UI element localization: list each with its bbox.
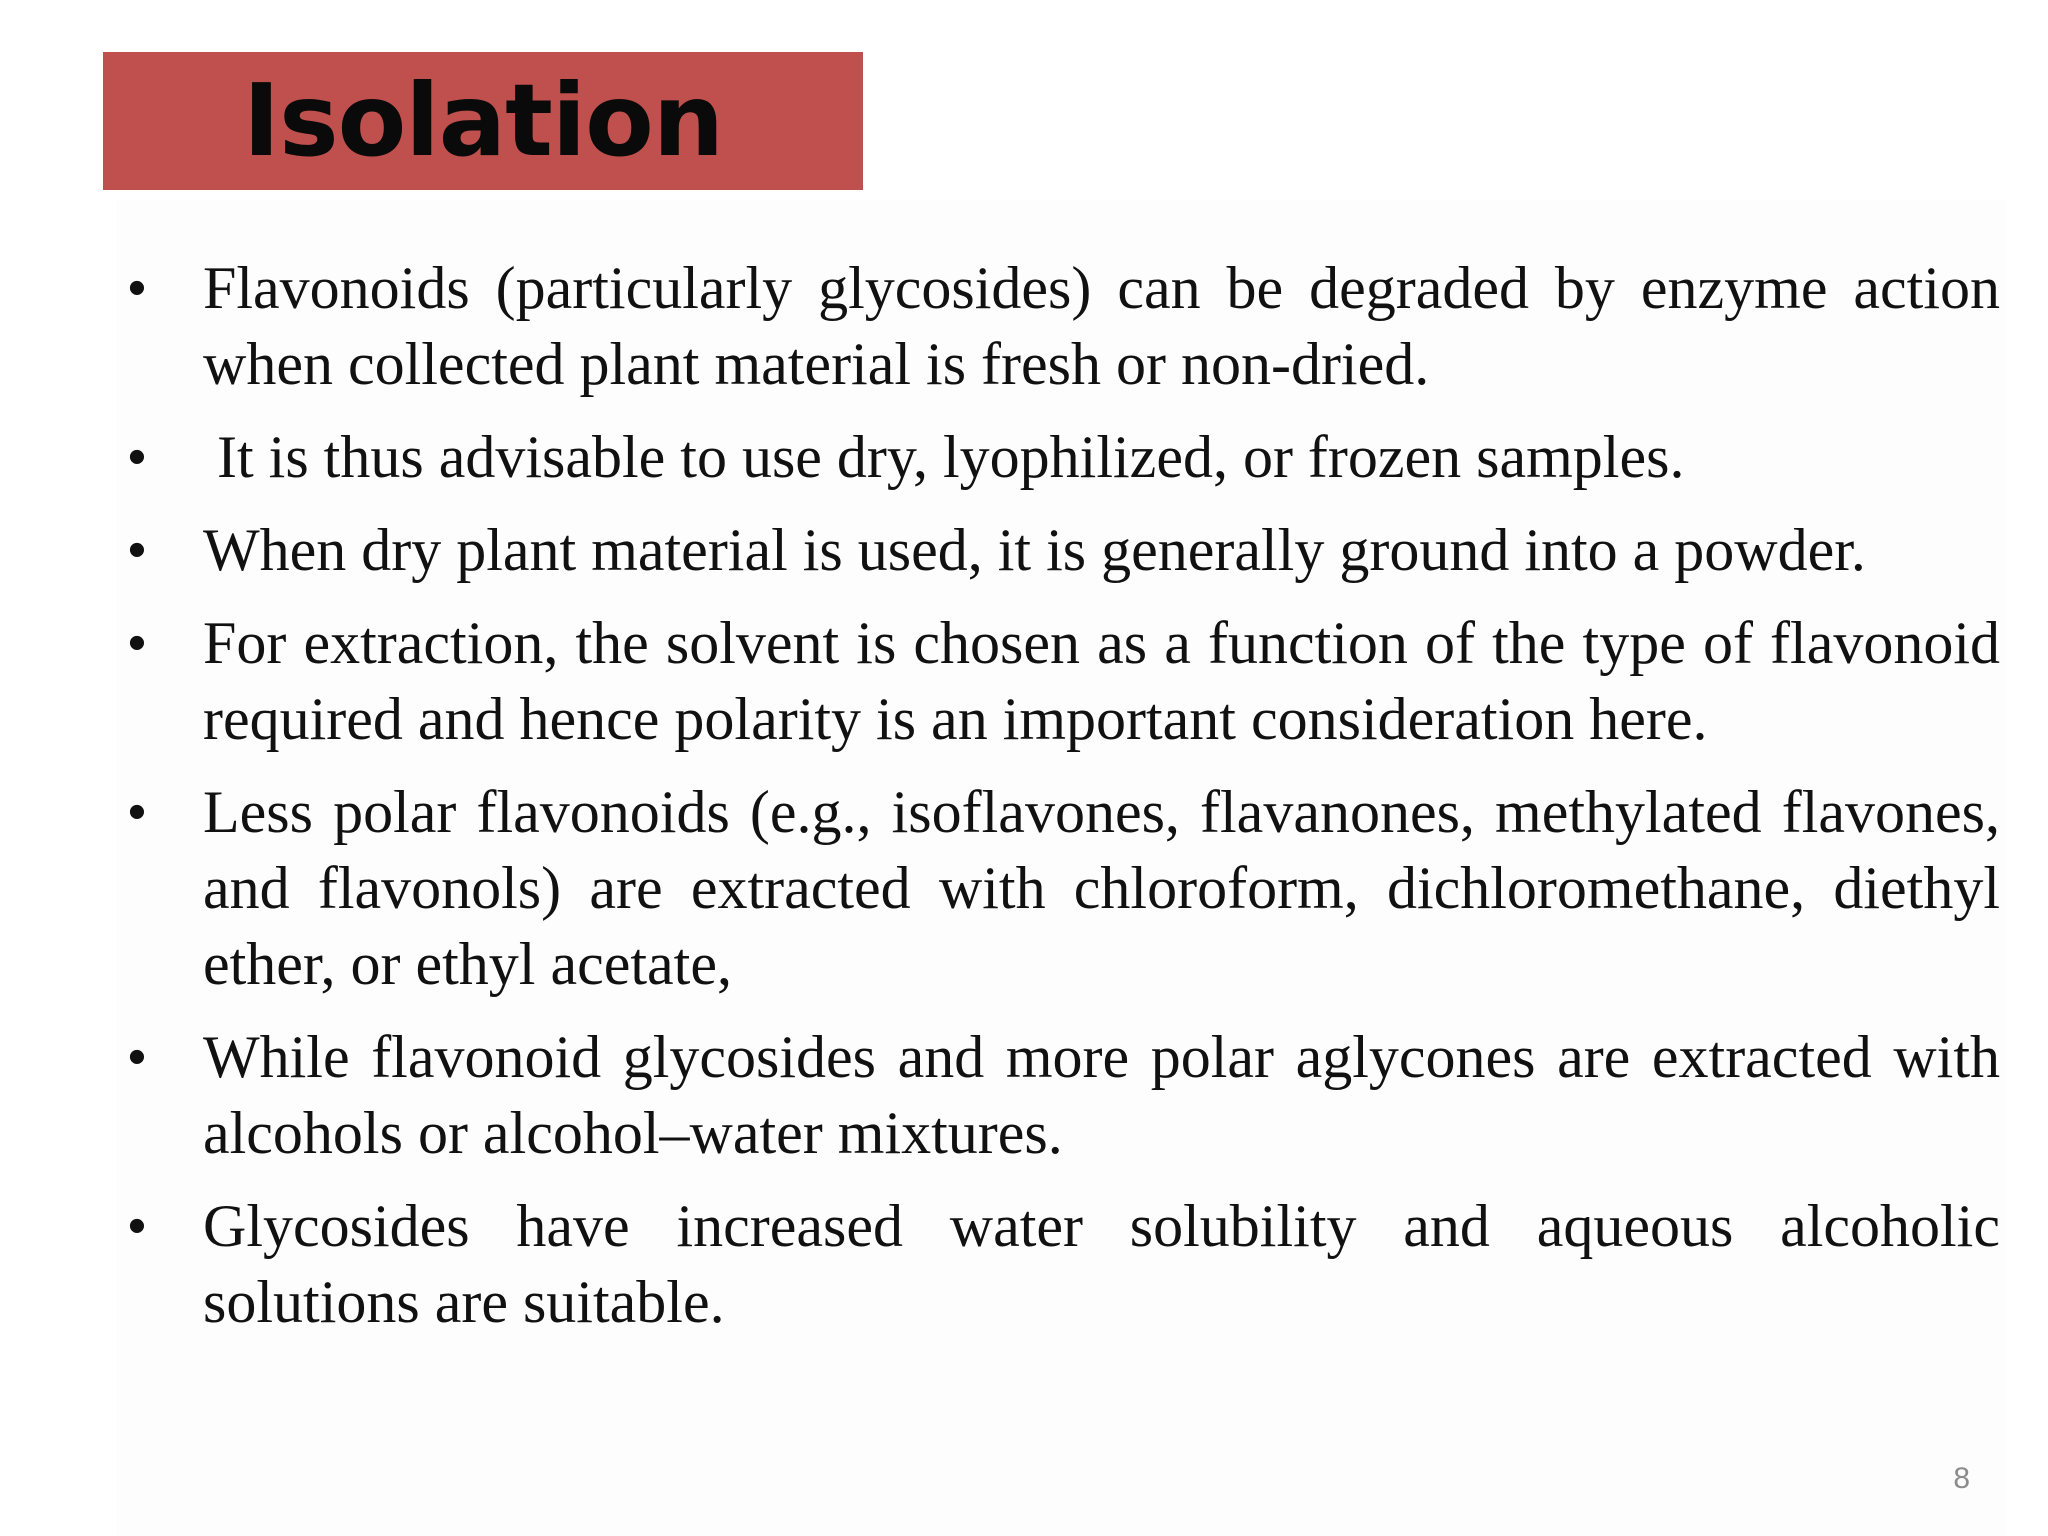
- bullet-marker: •: [127, 259, 147, 317]
- bullet-item: [120, 1188, 2000, 1340]
- bullet-item: [120, 512, 2000, 588]
- bullet-marker: •: [127, 428, 147, 486]
- bullet-text: When dry plant material is used, it is generally ground into a powder.: [203, 517, 1866, 583]
- bullet-text: For extraction, the solvent is chosen as a function of the type of flavonoid required and hence polarity is an important consideration here.: [203, 610, 2000, 752]
- bullet-item: [120, 1019, 2000, 1171]
- bullet-marker: •: [127, 1197, 147, 1255]
- page-number: 8: [1953, 1462, 1970, 1495]
- bullet-text: It is thus advisable to use dry, lyophilized, or frozen samples.: [217, 424, 1685, 490]
- bullet-item: [120, 419, 2000, 495]
- bullet-marker: •: [127, 1028, 147, 1086]
- bullet-marker: •: [127, 614, 147, 672]
- bullet-item: [120, 605, 2000, 757]
- bullet-text: Flavonoids (particularly glycosides) can be degraded by enzyme action when collected plant material is fresh or non-dried.: [203, 255, 2000, 397]
- bullet-item: [120, 774, 2000, 1002]
- bullet-marker: •: [127, 521, 147, 579]
- bullet-list: [120, 250, 2000, 1357]
- slide-title: Isolation: [242, 62, 724, 179]
- bullet-text: Glycosides have increased water solubility and aqueous alcoholic solutions are suitable.: [203, 1193, 2000, 1335]
- bullet-marker: •: [127, 783, 147, 841]
- bullet-text: Less polar flavonoids (e.g., isoflavones, flavanones, methylated flavones, and flavonols) are extracted with chloroform, dichloromethane, diethyl ether, or ethyl acetate,: [203, 779, 2000, 997]
- bullet-item: [120, 250, 2000, 402]
- bullet-text: While flavonoid glycosides and more polar aglycones are extracted with alcohols or alcohol–water mixtures.: [203, 1024, 2000, 1166]
